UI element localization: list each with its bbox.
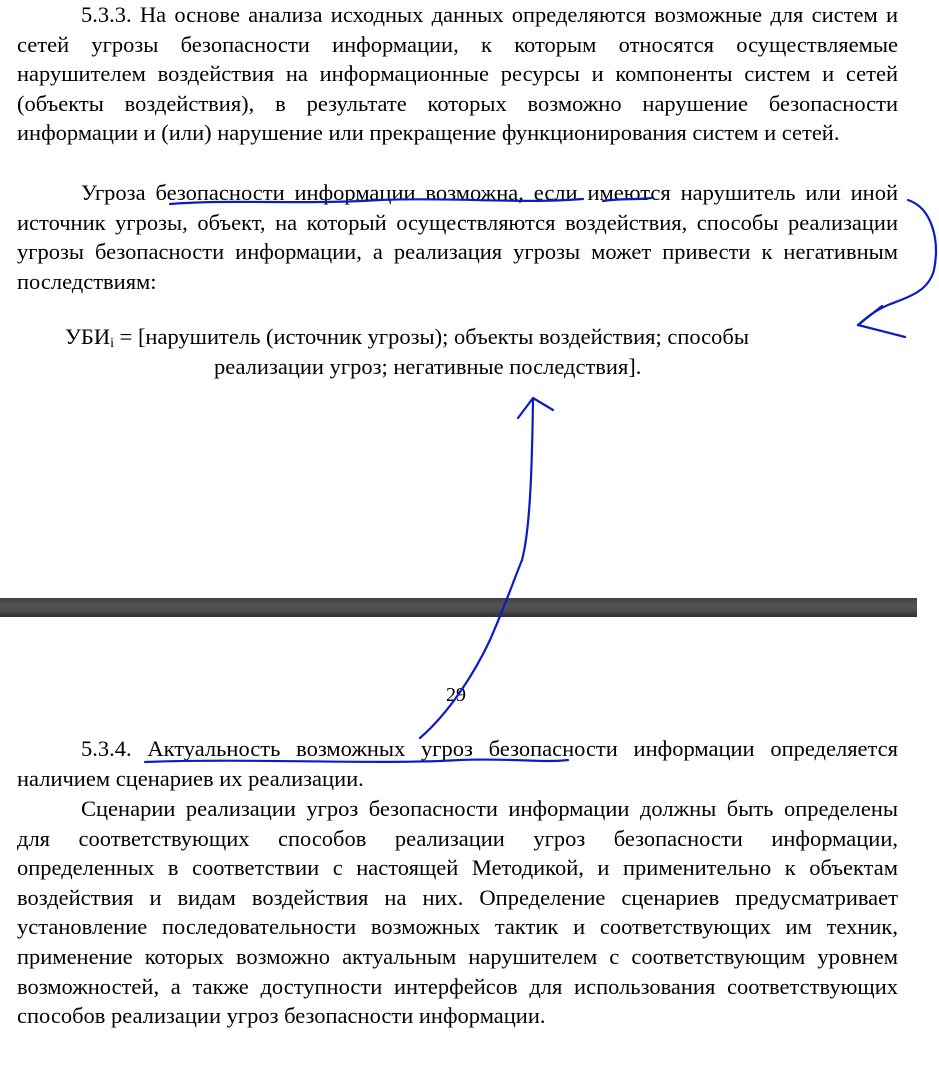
formula-symbol: УБИ	[65, 324, 111, 349]
paragraph-threat-condition	[17, 178, 898, 296]
threat-text-after: имеются нарушитель или иной источник угрозы, объект, на который осуществляются воздействия, способы реализации угрозы безопасности информации, а реализация угрозы может привести к негативным последствиям:	[17, 180, 899, 294]
actuality-text-rest: безопасности информации определяется наличием сценариев их реализации.	[17, 736, 898, 791]
formula-subscript: i	[110, 336, 114, 351]
document-page-bottom	[0, 617, 939, 1067]
threat-text-before: Угроза	[81, 180, 156, 205]
underlined-word-if: если	[533, 180, 578, 205]
page-number: 29	[446, 684, 466, 706]
underlined-phrase-possible: безопасности информации возможна	[155, 180, 519, 205]
formula-line-2: реализации угроз; негативные последствия].	[214, 354, 642, 379]
formula-line-1-rest: = [нарушитель (источник угрозы); объекты воздействия; способы	[114, 324, 749, 349]
paragraph-scenarios: Сценарии реализации угроз безопасности информации должны быть определены для соответствующих способов реализации угроз безопасности информации, определенных в соответствии с настоящей Методикой, и применительно к объектам воздействия и видам воздействия на них. Определение сценариев предусматривает установление последовательности возможных тактик и соответствующих им техник, применение которых возможно актуальным нарушителем с соответствующим уровнем возможностей, а также доступности интерфейсов для использования соответствующих способов реализации угроз безопасности информации.	[17, 796, 898, 1029]
underlined-phrase-actuality: Актуальность возможных угроз	[147, 736, 473, 761]
paragraph-5-3-3: 5.3.3. На основе анализа исходных данных определяются возможные для систем и сетей угрозы безопасности информации, к которым относятся осуществляемые нарушителем воздействия на информационные ресурсы и компоненты систем и сетей (объекты воздействия), в результате которых возможно нарушение безопасности информации и (или) нарушение или прекращение функционирования систем и сетей.	[17, 2, 898, 146]
page-separator	[0, 598, 917, 617]
paragraph-number: 5.3.4.	[81, 736, 148, 761]
threat-text-middle: ,	[518, 180, 534, 205]
paragraph-5-3-4	[17, 734, 898, 793]
